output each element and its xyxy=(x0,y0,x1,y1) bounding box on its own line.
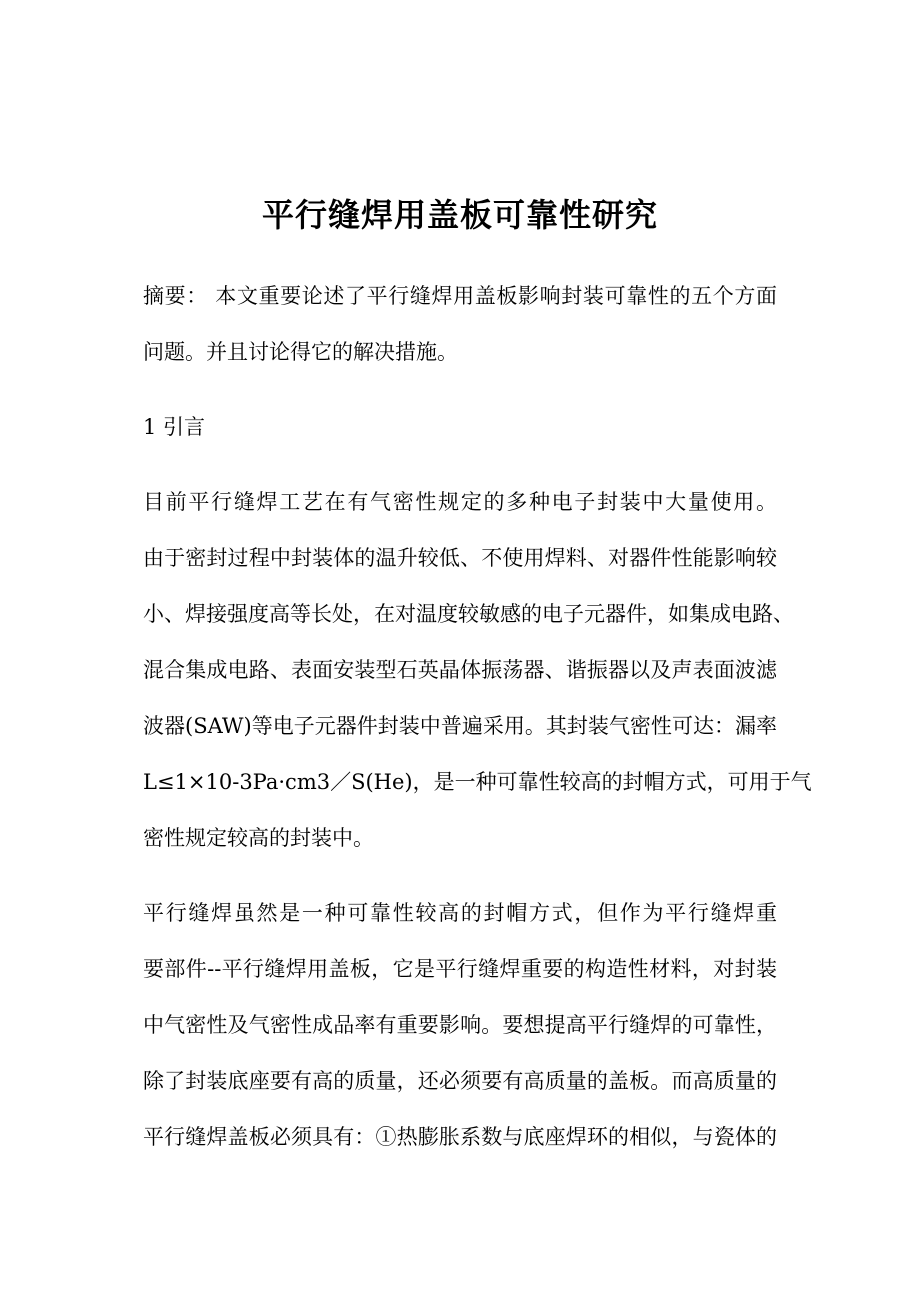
paragraph1-line-7: 密性规定较高的封装中。 xyxy=(143,826,374,850)
paragraph2-line-4: 除了封装底座要有高的质量，还必须要有高质量的盖板。而高质量的 xyxy=(143,1069,777,1093)
paragraph1-line-1: 目前平行缝焊工艺在有气密性规定的多种电子封装中大量使用。 xyxy=(143,490,777,514)
document-title: 平行缝焊用盖板可靠性研究 xyxy=(261,196,658,234)
paragraph2-line-3: 中气密性及气密性成品率有重要影响。要想提高平行缝焊的可靠性， xyxy=(143,1013,777,1037)
paragraph1-line-6: L≤1×10-3Pa·cm3／S(He)，是一种可靠性较高的封帽方式，可用于气 xyxy=(143,770,812,794)
paragraph1-line-2: 由于密封过程中封装体的温升较低、不使用焊料、对器件性能影响较 xyxy=(143,546,777,570)
paragraph1-line-3: 小、焊接强度高等长处，在对温度较敏感的电子元器件，如集成电路、 xyxy=(143,602,794,626)
paragraph1-line-5: 波器(SAW)等电子元器件封装中普遍采用。其封装气密性可达：漏率 xyxy=(143,714,777,738)
abstract-line-2: 问题。并且讨论得它的解决措施。 xyxy=(143,340,458,364)
paragraph2-line-5: 平行缝焊盖板必须具有：①热膨胀系数与底座焊环的相似，与瓷体的 xyxy=(143,1125,777,1149)
abstract-line-1: 摘要： 本文重要论述了平行缝焊用盖板影响封装可靠性的五个方面 xyxy=(143,284,777,308)
paragraph2-line-1: 平行缝焊虽然是一种可靠性较高的封帽方式，但作为平行缝焊重 xyxy=(143,901,777,925)
section-heading-introduction: 1 引言 xyxy=(143,415,206,439)
paragraph2-line-2: 要部件--平行缝焊用盖板，它是平行缝焊重要的构造性材料，对封装 xyxy=(143,957,777,981)
paragraph1-line-4: 混合集成电路、表面安装型石英晶体振荡器、谐振器以及声表面波滤 xyxy=(143,658,777,682)
